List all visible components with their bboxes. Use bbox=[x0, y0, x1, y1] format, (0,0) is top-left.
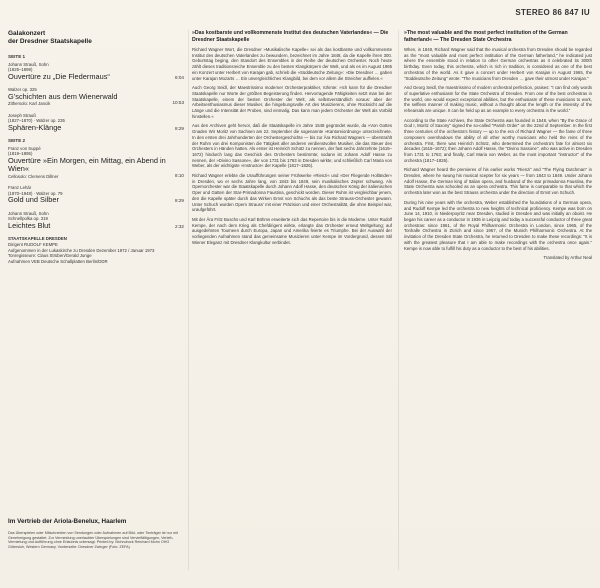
track-years: (1819–1895) bbox=[8, 151, 33, 157]
english-paragraph: According to the State Archives, the State Orchestra was founded in 1548, when "By the Grace of God I, Moritz of Saxony" signed the so-called "Parish Order" on the 22nd of September. In the first three centuries of the orchestra's history — up to the era of Richard Wagner — the fame of three composers overshadows the ability of all other worthy musicians who held the reins of the orchestra. First, there was Heinrich Schütz, who determined the orchestra's fate for almost six decades (1615–1672); then Johann Adolf Hasse, the "Divino Sassone", who was active in Dresden from 1731 to 1763; and finally, Carl Maria von Weber, as the most important "instructor" of the orchestra (1817–1826). bbox=[404, 117, 592, 163]
track-duration: 10:53 bbox=[172, 100, 184, 105]
column-divider bbox=[398, 30, 399, 570]
track-duration: 2:32 bbox=[175, 223, 184, 229]
album-heading bbox=[8, 30, 186, 46]
english-paragraph: And Georg Seidl, the maestrissimo of modern orchestral perfection, praises: "I can find only words of superlative enthusiasm for the State Orchestra of Dresden. From one of the best orchestras in the world, one would expect exceptional abilities, but the enthusiasm of these musicians to work, the selfless manner of making music, without a thought about the length or the intensity of the rehearsals are unique. It can be held up as an example to every orchestra in the world." bbox=[404, 85, 592, 114]
track bbox=[8, 146, 186, 180]
label-info: Aufnahmen VEB Deutsche Schallplatten Berlin/DDR bbox=[8, 258, 108, 264]
track-title: Ouvertüre zu „Die Fledermaus“ bbox=[8, 71, 110, 81]
track-duration: 8:04 bbox=[175, 74, 184, 80]
recording-info: Aufgenommen in der Lukaskirche zu Dresden Dezember 1972 / Januar 1973 bbox=[8, 247, 155, 253]
track-composer: Johann Strauß, Sohn bbox=[8, 61, 49, 67]
german-notes-heading: »Das kostbarste und vollkommenste Institut des deutschen Vaterlandes« — Die Dresdner Staatskapelle bbox=[192, 30, 389, 43]
distribution-footer bbox=[8, 518, 186, 549]
track-title: Leichtes Blut bbox=[8, 220, 51, 230]
track-years: (1827–1870) · Walzer op. 235 bbox=[8, 118, 65, 124]
tracklist-column bbox=[8, 30, 186, 264]
track bbox=[8, 87, 186, 107]
english-notes-column bbox=[404, 30, 592, 265]
track-years: Schnellpolka op. 319 bbox=[8, 216, 48, 222]
track bbox=[8, 211, 186, 231]
english-paragraph: During his nine years with the orchestra, Weber established the foundations of a German opera, and Rudolf Kempe led the orchestra to new heights of technical proficiency. Kempe was born on June 14, 1910, in Niederpoyritz near Dresden, studied in Dresden and was initially an oboist. He began his career as a conductor in 1936 in Leipzig and today a successful conductor of three great orchestras: since 1961, of the Royal Philharmonic Orchestra in London, since 1965, of the Tonhalle Orchestra in Zürich and since 1967, of the Munich Philharmonic Orchestra. At the invitation of the Dresden State Orchestra, he returned to Dresden to make these recordings: "It is with the greatest pleasure that I am able to make recordings with the orchestra once again." Kempe is now able to fulfill his duty as a conductor to the best of his abilities. bbox=[404, 199, 592, 251]
translator-credit: Translated by Arthur Neal bbox=[543, 255, 592, 261]
track-duration: 8:10 bbox=[175, 172, 184, 178]
german-notes-column bbox=[192, 30, 392, 250]
side1-label: SEITE 1 bbox=[8, 54, 26, 59]
album-title-line1: Galakonzert bbox=[8, 30, 46, 37]
track-note: Cellosolo: Clemens Dillner bbox=[8, 173, 59, 179]
track bbox=[8, 62, 186, 82]
album-title-line2: der Dresdner Staatskapelle bbox=[8, 38, 92, 45]
track-composer: Franz Lehár bbox=[8, 185, 32, 191]
track-title: Ouvertüre »Ein Morgen, ein Mittag, ein Abend in Wien« bbox=[8, 155, 166, 174]
track-composer: Johann Strauß, Sohn bbox=[8, 210, 49, 216]
track-note: Zithersolo: Karl Jancik bbox=[8, 101, 51, 107]
conductor-name: Dirigent RUDOLF KEMPE bbox=[8, 242, 58, 247]
recording-credits bbox=[8, 236, 186, 264]
track-title: G’schichten aus dem Wienerwald bbox=[8, 91, 118, 101]
german-paragraph: Richard Wagner erlebte die Uraufführungen seiner Frühwerke »Rienzi« und »Der Fliegende Holländer« in Dresden, wo er sechs Jahre lang, von 1843 bis 1849, sein musikalisches Zepter schwang. Als Opernorchester war die Staatskapelle durch Johann Adolf Hasse, den deutschen König der italienischen Oper und Gatten der Star-Primadonna Faustina, geschickt worden. Dieser Ruhm ist vergleichbar jenem, den die Kapelle später durch das Wirken Ernst von Schuchs als das beste Strauss-Orchester gewann. Unter Schuch wurden Opern Strauss' mit einer Präzision und einer Orchestralität, die ohne Beispiel war, uraufgeführt. bbox=[192, 173, 392, 213]
english-paragraph: When, in 1848, Richard Wagner said that the musical orchestra from Dresden should be regarded as the "most valuable and most perfect institution of the German fatherland," he indicated just where the ensemble stood in relation to other German orchestras as it celebrated its 300th birthday. Even today, this orchestra, which is rich in tradition, is considered as one of the best orchestras of the world. As it gave a concert under Herbert von Karajan in August 1965, the "Süddeutsche Zeitung" wrote: "The musicians from Dresden … gave their utmost under Karajan." bbox=[404, 47, 592, 81]
orchestra-name: STAATSKAPELLE DRESDEN bbox=[8, 236, 67, 242]
german-paragraph: Mit der Ära Fritz Buschs und Karl Böhms erweiterte sich das Repertoire bis in die Moderne. Unter Rudolf Kempe, der nach dem Krieg als Chefdirigent wirkte, erlangte das Orchester erneut Weltgeltung; auf ausgedehnten Tourneen durch Europa, Japan und Amerika feierte es Triumphe. Bei der Auswahl der vorliegenden Aufnahmen stand das gemeinsame Musizieren unter Kempe im Vordergrund, dessen Stil Wiener Eleganz mit Dresdner Klangkultur verbindet. bbox=[192, 216, 392, 245]
track bbox=[8, 185, 186, 205]
track-composer: Walzer op. 325 bbox=[8, 87, 37, 93]
legal-text: Das Überspielen oder Mitschneiden von Sendungen oder Aufnahmen auf Bild- oder Tonträger ist nur mit Genehmigung gestattet. Zur Vermeidung unerlaubter Überspielungen sind Vervielfältigungen, Verleih, Vermietung und Aufführung ohne Erlaubnis untersagt. Printed by: Mohndruck Reinhard Mohn OHG Gütersloh, Western Germany. Vorderseite: Dresdner Zwinger (Foto: ZEFA) bbox=[8, 531, 178, 549]
german-paragraph: Aus den Archiven geht hervor, daß die Staatskapelle im Jahre 1548 gegründet wurde, da »Von Gottes Gnaden Wir Moritz von Sachsen am 22. September die sogenannte »Kantoreiordnung« unterzeichnete. In den ersten drei Jahrhunderten der Orchestergeschichte — bis zur Ära Richard Wagners — überstrahlt der Ruhm von drei Komponisten die Tätigkeit aller anderen verdienstvollen Musiker, die das Steuer des Orchesters in Händen hatten. Als erster ist Heinrich Schütz zu nennen, der fast sechs Jahrzehnte (1615–1672) hindurch lang das Geschick des Orchesters bestimmte; sodann ist Johann Adolf Hasse zu nennen, der »Divino Sassone«, der von 1731 bis 1763 in Dresden wirkte; und schließlich Carl Maria von Weber, als der wichtigste »Instructor« der Kapelle (1817–1826). bbox=[192, 123, 392, 169]
german-paragraph: Richard Wagner Wort, die Dresdner »Musikalische Kapelle« sei als das kostbarste und vollkommenste Institut des deutschen Vaterlandes zu bewundern, bezeichnet im Jahre 1848, da die Kapelle ihren 300. Geburtstag beging, den Standort des Ensembles in der Reihe der deutschen Orchester. Noch heute zählt dieses traditionsreiche Ensemble zu den besten Klangkörpern der Welt, und als es im August 1965 ein Konzert unter Herbert von Karajan gab, schrieb die »Süddeutsche Zeitung«: »Die Dresdner … gaben unter Karajan Mozarts … Ein unvergleichliches Klangbild, bei dem vor allem die Streicher auffielen.« bbox=[192, 47, 392, 81]
track-duration: 8:29 bbox=[175, 125, 184, 131]
track-years: (1870–1948) · Walzer op. 79 bbox=[8, 190, 63, 196]
engineers-info: Tonregisseure: Claus Strüben/Gerald Junge bbox=[8, 253, 92, 259]
track-composer: Joseph Strauß bbox=[8, 112, 36, 118]
english-notes-heading: »The most valuable and the most perfect institution of the German fatherland« — The Dresden State Orchestra bbox=[404, 30, 568, 43]
track-years: (1825–1899) bbox=[8, 67, 33, 73]
track bbox=[8, 113, 186, 133]
track-title: Sphären-Klänge bbox=[8, 122, 62, 132]
column-divider bbox=[188, 30, 189, 570]
german-paragraph: Auch Georg Seidl, der Maestrissimo moderner Orchesterpraktiker, rühmte: »Ich kann für die Dresdner Staatskapelle nur Worte der größten Begeisterung finden. Hervorragende Fähigkeiten setzt man bei der Staatskapelle, einem der besten Orchester der Welt, als selbstverständlich voraus: aber der Arbeitsenthusiasmus dieser Musiker, die hingebungsvolle Art des Musizierens, ohne Rücksicht auf die Länge und die Intensität der Proben, sind einmalig. Das kann man jedem Orchester der Welt als Vorbild hinstellen.« bbox=[192, 85, 392, 119]
track-title: Gold und Silber bbox=[8, 195, 59, 205]
side2-label: SEITE 2 bbox=[8, 138, 26, 144]
distributor-title: Im Vertrieb der Ariola-Benelux, Haarlem bbox=[8, 518, 127, 525]
track-composer: Franz von Suppé bbox=[8, 145, 41, 151]
track-duration: 8:29 bbox=[175, 198, 184, 204]
catalog-number: STEREO 86 847 IU bbox=[515, 8, 590, 17]
english-paragraph: Richard Wagner heard the premieres of his earlier works "Rienzi" and "The Flying Dutchman" in Dresden, where he swung his musical scepter for six years — from 1843 to 1849. Under Johann Adolf Hasse, the German king of Italian opera, and husband of the star primadonna Faustina, the State Orchestra was schooled as an opera orchestra. This fame is comparable to that which the orchestra later won as the best Strauss orchestra under the direction of Ernst von Schuch. bbox=[404, 167, 592, 196]
